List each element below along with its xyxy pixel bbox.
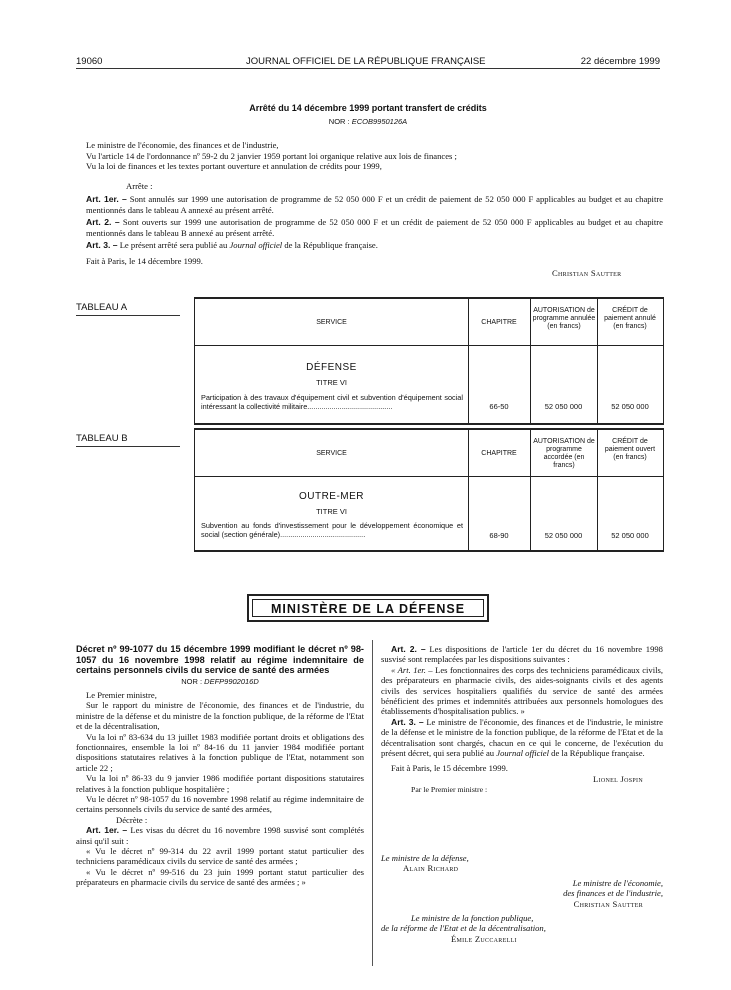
tableau-b-label: TABLEAU B [76, 433, 180, 447]
arrete-word: Arrête : [126, 181, 153, 191]
nor-label: NOR : [328, 117, 350, 126]
article-3-label: Art. 3. – [86, 240, 118, 250]
decret-left-column [76, 644, 364, 888]
arrete-signature: Christian Sautter [552, 268, 622, 278]
decret-right-column [381, 644, 663, 796]
decret-premier-ministre: Le Premier ministre, [86, 689, 157, 700]
col-credit: CRÉDIT de paiement ouvert (en francs) [604, 438, 656, 461]
nor-value: ECOB9950126A [351, 117, 408, 126]
decret-visa-loi-83: Vu la loi nº 83-634 du 13 juillet 1983 modifiée portant droits et obligations des fonctionnaires, ensemble la loi nº 84-16 du 11 janvier 1984 modifiée portant dispositions statutaires relatives à la fonction publique de l'Etat, notamment son article 22 ; [76, 731, 364, 773]
row-description: Subvention au fonds d'investissement pour le développement économique et social (section générale).......................................... [201, 521, 463, 539]
decret-article-1 [76, 825, 364, 846]
decret-article-2-quote [381, 665, 663, 717]
article-1-label: Art. 1er. – [86, 194, 127, 204]
arrete-visas [86, 140, 664, 172]
titre-vi: TITRE VI [316, 378, 347, 387]
col-chapitre: CHAPITRE [481, 450, 517, 457]
row-description: Participation à des travaux d'équipement civil et subvention d'équipement social intéressant la collectivité militaire.......................................... [201, 393, 463, 411]
titre-vi: TITRE VI [316, 507, 347, 516]
decret-quote-1: « Vu le décret nº 99-314 du 22 avril 1999 portant statut particulier des techniciens paramédicaux civils du service de santé des armées ; [76, 846, 364, 867]
journal-officiel-ref: Journal officiel [229, 240, 283, 250]
signatures-block [381, 853, 663, 944]
decret-visa-decret-98: Vu le décret nº 98-1057 du 16 novembre 1998 relatif au régime indemnitaire de certains personnels civils du service de santé des armées, [76, 793, 364, 815]
decret-article-3 [381, 717, 663, 759]
article-2-label: Art. 2. – [391, 644, 426, 654]
signature-sautter: Christian Sautter [573, 898, 643, 909]
article-3-text: Le présent arrêté sera publié au [119, 240, 228, 250]
arrete-fait: Fait à Paris, le 14 décembre 1999. [86, 255, 203, 266]
nor-label: NOR : [181, 676, 203, 686]
article-1 [86, 194, 663, 215]
cell-chapitre: 66-50 [489, 402, 509, 411]
cell-chapitre: 68-90 [489, 531, 509, 540]
decret-nor [76, 677, 364, 687]
arrete-nor [76, 117, 660, 126]
article-3 [86, 240, 663, 251]
article-2 [86, 217, 663, 238]
visa-minister: Le ministre de l'économie, des finances et de l'industrie, [86, 140, 279, 150]
section-defense: DÉFENSE [306, 362, 357, 373]
article-1-text: Les visas du décret du 16 novembre 1998 susvisé sont complétés ainsi qu'il suit : [76, 825, 364, 846]
nor-value: DEFP9902016D [204, 676, 259, 686]
article-3-text: Le ministre de l'économie, des finances et de l'industrie, le ministre de la défense et le ministre de la fonction publique, de la réforme de l'Etat et de la décentralisation sont chargés, chacun en ce qui le concerne, de l'exécution du présent décret, qui sera publié au [381, 716, 663, 759]
decret-decrete: Décrète : [116, 814, 148, 825]
minister-economie-1: Le ministre de l'économie, [572, 877, 663, 888]
col-service: SERVICE [316, 450, 347, 457]
signature-zuccarelli: Émile Zuccarelli [451, 933, 517, 944]
visa-ordonnance: Vu l'article 14 de l'ordonnance nº 59-2 du 2 janvier 1959 portant loi organique relative aux lois de finances ; [86, 150, 457, 161]
tableau-b [194, 428, 664, 552]
page-number: 19060 [76, 56, 103, 67]
cell-credit: 52 050 000 [611, 402, 649, 411]
article-2-text: Sont ouverts sur 1999 une autorisation de programme de 52 050 000 F et un crédit de paiement de 52 050 000 F applicables au budget et au chapitre mentionnés dans le tableau B annexé au présent arrêté. [86, 217, 663, 238]
decret-article-2 [381, 644, 663, 665]
col-credit: CRÉDIT de paiement annulé (en francs) [604, 307, 656, 330]
par-premier-ministre: Par le Premier ministre : [411, 785, 488, 795]
minister-fonction-publique-1: Le ministre de la fonction publique, [411, 913, 534, 924]
visa-loi: Vu la loi de finances et les textes portant ouverture et annulation de crédits pour 1999, [86, 161, 382, 171]
decret-fait: Fait à Paris, le 15 décembre 1999. [391, 763, 508, 774]
ministry-banner [247, 594, 489, 622]
cell-autorisation: 52 050 000 [544, 402, 583, 411]
minister-fonction-publique-2: de la réforme de l'Etat et de la décentralisation, [381, 923, 546, 934]
cell-credit: 52 050 000 [611, 531, 649, 540]
journal-title: JOURNAL OFFICIEL DE LA RÉPUBLIQUE FRANÇAISE [246, 56, 486, 67]
tableau-a [194, 297, 664, 425]
decret-rapport: Sur le rapport du ministre de l'économie, des finances et de l'industrie, du ministre de la défense et du ministre de la fonction publique, de la réforme de l'Etat et de la décentralisation, [76, 700, 364, 732]
decret-title: Décret nº 99-1077 du 15 décembre 1999 modifiant le décret nº 98-1057 du 16 novembre 1998 relatif au régime indemnitaire de certains personnels civils du service de santé des armées [76, 644, 364, 675]
col-service: SERVICE [316, 319, 347, 326]
article-3-label: Art. 3. – [391, 716, 424, 727]
section-outre-mer: OUTRE-MER [298, 491, 365, 502]
decret-quote-2: « Vu le décret nº 99-516 du 23 juin 1999 portant statut particulier des préparateurs en pharmacie civils du service de santé des armées ; » [76, 866, 364, 888]
header-rule [76, 68, 660, 69]
decret-visa-loi-86: Vu la loi nº 86-33 du 9 janvier 1986 modifiée portant dispositions statutaires relatives à la fonction publique hospitalière ; [76, 773, 364, 794]
journal-officiel-ref: Journal officiel [496, 748, 550, 759]
header-date: 22 décembre 1999 [580, 56, 660, 67]
article-3-text-end: de la République française. [551, 748, 645, 759]
col-chapitre: CHAPITRE [481, 319, 517, 326]
signature-richard: Alain Richard [403, 863, 459, 874]
quote-label: « Art. 1er. – [391, 664, 433, 675]
article-1-text: Sont annulés sur 1999 une autorisation de programme de 52 050 000 F et un crédit de paiement de 52 050 000 F applicables au budget et au chapitre mentionnés dans le tableau A annexé au présent arrêté. [86, 194, 664, 215]
minister-economie-2: des finances et de l'industrie, [563, 888, 663, 899]
article-1-label: Art. 1er. – [86, 825, 128, 836]
article-3-text-end: de la République française. [284, 240, 378, 250]
tableau-a-label: TABLEAU A [76, 302, 180, 316]
column-separator [372, 640, 373, 966]
col-autorisation: AUTORISATION de programme accordée (en francs) [533, 438, 595, 469]
minister-defense: Le ministre de la défense, [381, 853, 469, 863]
ministry-banner-text: MINISTÈRE DE LA DÉFENSE [252, 599, 484, 617]
arrete-title: Arrêté du 14 décembre 1999 portant transfert de crédits [249, 103, 487, 113]
signature-jospin: Lionel Jospin [593, 773, 643, 784]
article-2-text: Les dispositions de l'article 1er du décret du 16 novembre 1998 susvisé sont remplacées par les dispositions suivantes : [381, 644, 663, 665]
quote-text: Les fonctionnaires des corps des techniciens paramédicaux civils, des préparateurs en pharmacie civils, des aides-soignants civils et des agents civils des services hospitaliers qualifiés du service de santé des armées bénéficient des primes et indemnités attribuées aux personnels homologues des établissements d'hospitalisation publics. » [381, 664, 664, 717]
cell-autorisation: 52 050 000 [544, 531, 583, 540]
article-2-label: Art. 2. – [86, 217, 120, 227]
col-autorisation: AUTORISATION de programme annulée (en francs) [532, 307, 596, 330]
arrete-articles [86, 194, 663, 266]
